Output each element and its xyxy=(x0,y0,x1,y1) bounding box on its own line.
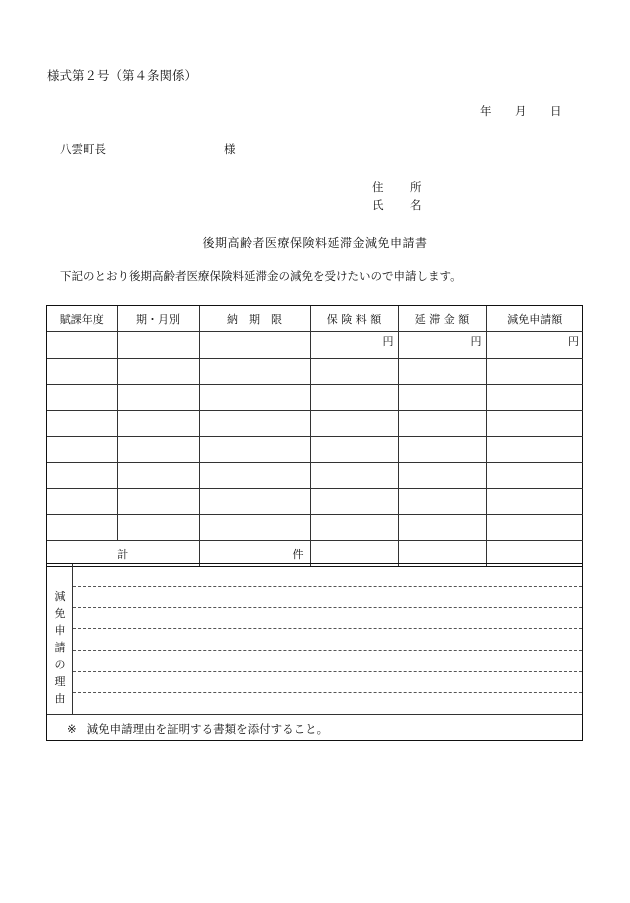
cell-late-fee[interactable] xyxy=(398,359,486,385)
form-number: 様式第２号（第４条関係） xyxy=(47,68,198,83)
reason-label-char: 請 xyxy=(54,641,66,654)
cell-late-fee[interactable] xyxy=(398,489,486,515)
cell-reduction[interactable] xyxy=(486,359,583,385)
cell-period[interactable] xyxy=(117,437,199,463)
document-title: 後期高齢者医療保険料延滞金減免申請書 xyxy=(202,236,428,250)
cell-reduction[interactable] xyxy=(486,463,583,489)
cell-period[interactable] xyxy=(117,489,199,515)
cell-late-fee[interactable] xyxy=(398,515,486,541)
note-text: 減免申請理由を証明する書類を添付すること。 xyxy=(86,722,329,736)
note-mark: ※ xyxy=(67,722,77,736)
attachment-note xyxy=(67,721,328,737)
yen-unit: 円 xyxy=(382,335,394,348)
cell-premium[interactable] xyxy=(310,515,398,541)
divider xyxy=(47,714,582,715)
cell-reduction[interactable] xyxy=(486,437,583,463)
cell-reduction[interactable] xyxy=(486,411,583,437)
reason-line[interactable] xyxy=(73,607,582,608)
total-label: 計 xyxy=(47,541,199,567)
cell-premium[interactable] xyxy=(310,332,398,359)
cell-reduction[interactable] xyxy=(486,515,583,541)
cell-tax-year[interactable] xyxy=(47,489,117,515)
date-day-label: 日 xyxy=(550,104,562,118)
reason-line[interactable] xyxy=(73,586,582,587)
cell-tax-year[interactable] xyxy=(47,332,117,359)
col-header-period: 期・月別 xyxy=(117,306,199,332)
cell-period[interactable] xyxy=(117,463,199,489)
cell-premium[interactable] xyxy=(310,489,398,515)
table-row xyxy=(47,489,583,515)
honorific: 様 xyxy=(224,142,236,156)
cell-late-fee[interactable] xyxy=(398,411,486,437)
reason-label-char: の xyxy=(54,658,66,671)
cell-late-fee[interactable] xyxy=(398,385,486,411)
yen-unit: 円 xyxy=(470,335,482,348)
table-row xyxy=(47,359,583,385)
name-label-1: 氏 xyxy=(372,198,384,212)
date-year-label: 年 xyxy=(480,104,492,118)
cell-period[interactable] xyxy=(117,332,199,359)
cell-reduction[interactable] xyxy=(486,385,583,411)
col-header-premium: 保 険 料 額 xyxy=(310,306,398,332)
cell-due-date[interactable] xyxy=(199,332,310,359)
reason-section xyxy=(46,563,583,741)
table-row xyxy=(47,515,583,541)
reason-line[interactable] xyxy=(73,671,582,672)
cell-due-date[interactable] xyxy=(199,463,310,489)
cell-due-date[interactable] xyxy=(199,411,310,437)
col-header-reduction: 減免申請額 xyxy=(486,306,583,332)
cell-premium[interactable] xyxy=(310,437,398,463)
reason-label-char: 減 xyxy=(54,590,66,603)
col-header-due-date: 納 期 限 xyxy=(199,306,310,332)
count-unit: 件 xyxy=(292,547,304,561)
reason-line[interactable] xyxy=(73,692,582,693)
cell-period[interactable] xyxy=(117,385,199,411)
yen-unit: 円 xyxy=(568,335,579,348)
cell-late-fee[interactable] xyxy=(398,463,486,489)
cell-tax-year[interactable] xyxy=(47,385,117,411)
cell-tax-year[interactable] xyxy=(47,411,117,437)
reason-label-char: 由 xyxy=(54,692,66,705)
name-label-2: 名 xyxy=(410,198,422,212)
table-row xyxy=(47,385,583,411)
cell-due-date[interactable] xyxy=(199,489,310,515)
cell-late-fee[interactable] xyxy=(398,437,486,463)
address-label-2: 所 xyxy=(410,180,422,194)
addressee: 八雲町長 xyxy=(60,142,106,156)
intro-text: 下記のとおり後期高齢者医療保険料延滞金の減免を受けたいので申請します。 xyxy=(60,269,462,283)
col-header-late-fee: 延 滞 金 額 xyxy=(398,306,486,332)
cell-reduction[interactable] xyxy=(486,332,583,359)
cell-premium[interactable] xyxy=(310,359,398,385)
table-row xyxy=(47,437,583,463)
cell-late-fee[interactable] xyxy=(398,332,486,359)
cell-tax-year[interactable] xyxy=(47,437,117,463)
table-row xyxy=(47,332,583,359)
reason-label-char: 免 xyxy=(54,607,66,620)
col-header-tax-year: 賦課年度 xyxy=(47,306,117,332)
cell-premium[interactable] xyxy=(310,463,398,489)
date-month-label: 月 xyxy=(515,104,527,118)
cell-due-date[interactable] xyxy=(199,437,310,463)
cell-due-date[interactable] xyxy=(199,385,310,411)
reason-line[interactable] xyxy=(73,628,582,629)
reason-label-char: 理 xyxy=(54,675,66,688)
cell-period[interactable] xyxy=(117,411,199,437)
reason-label xyxy=(47,564,73,714)
cell-period[interactable] xyxy=(117,359,199,385)
address-label-1: 住 xyxy=(372,180,384,194)
cell-premium[interactable] xyxy=(310,411,398,437)
cell-reduction[interactable] xyxy=(486,489,583,515)
cell-period[interactable] xyxy=(117,515,199,541)
cell-tax-year[interactable] xyxy=(47,515,117,541)
reason-line[interactable] xyxy=(73,650,582,651)
cell-tax-year[interactable] xyxy=(47,463,117,489)
cell-due-date[interactable] xyxy=(199,359,310,385)
cell-premium[interactable] xyxy=(310,385,398,411)
table-row xyxy=(47,411,583,437)
reason-label-char: 申 xyxy=(54,624,66,637)
fee-table xyxy=(46,305,583,567)
cell-tax-year[interactable] xyxy=(47,359,117,385)
table-row xyxy=(47,463,583,489)
cell-due-date[interactable] xyxy=(199,515,310,541)
